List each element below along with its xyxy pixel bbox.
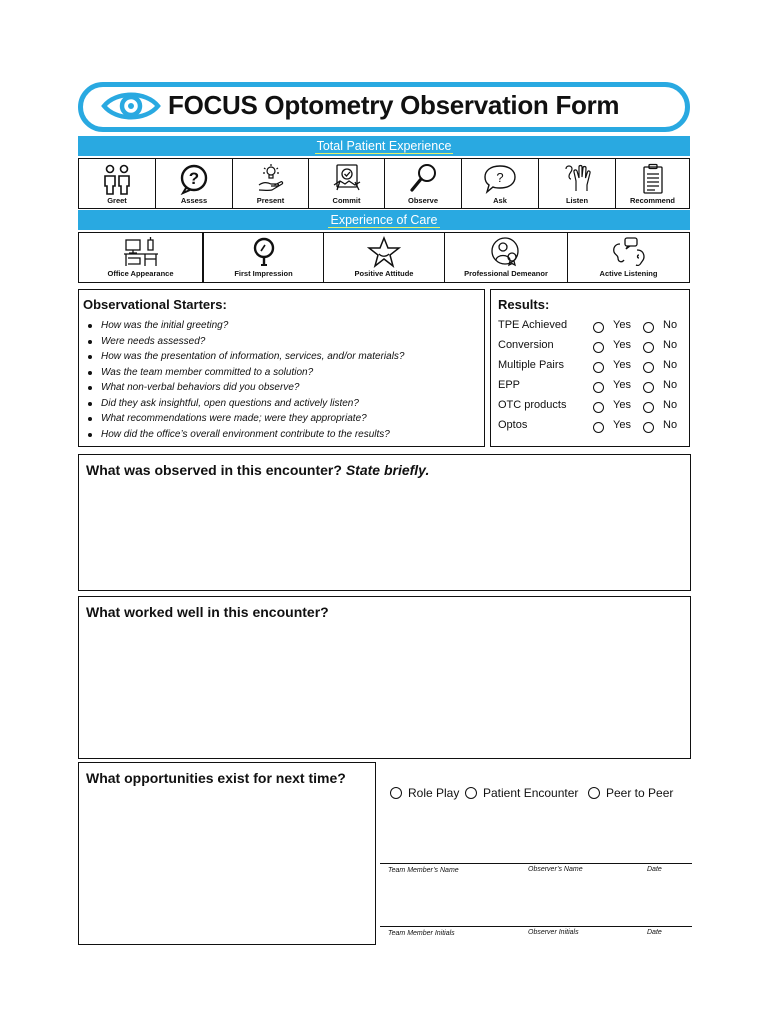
starters-list bbox=[88, 318, 404, 442]
tpe-label: Commit bbox=[332, 196, 361, 205]
no-label: No bbox=[663, 379, 678, 391]
starter-item: Were needs assessed? bbox=[88, 334, 404, 350]
team-member-initials-label: Team Member Initials bbox=[388, 930, 455, 937]
no-radio[interactable] bbox=[643, 322, 654, 333]
starter-item: How was the initial greeting? bbox=[88, 318, 404, 334]
hand-lightbulb-icon bbox=[256, 163, 286, 195]
svg-text:?: ? bbox=[188, 169, 200, 188]
yes-label: Yes bbox=[613, 359, 631, 371]
yes-radio[interactable] bbox=[593, 342, 604, 353]
section-title: Total Patient Experience bbox=[316, 139, 452, 153]
worked-well-textarea[interactable] bbox=[78, 596, 691, 759]
section-header-eoc bbox=[78, 210, 690, 230]
svg-text:?: ? bbox=[496, 170, 504, 185]
tpe-cell-ask bbox=[461, 158, 539, 209]
tpe-cell-observe bbox=[384, 158, 462, 209]
option-label: Role Play bbox=[408, 786, 460, 800]
no-radio[interactable] bbox=[643, 422, 654, 433]
yes-radio[interactable] bbox=[593, 362, 604, 373]
eoc-label: Office Appearance bbox=[107, 269, 174, 278]
date-label: Date bbox=[647, 929, 662, 936]
speaking-ear-icon bbox=[611, 236, 647, 268]
no-radio[interactable] bbox=[643, 342, 654, 353]
yes-radio[interactable] bbox=[593, 402, 604, 413]
yes-label: Yes bbox=[613, 319, 631, 331]
no-radio[interactable] bbox=[643, 362, 654, 373]
yes-radio[interactable] bbox=[593, 382, 604, 393]
option-peer-to-peer[interactable] bbox=[588, 785, 673, 800]
section-title: Experience of Care bbox=[330, 213, 438, 227]
opportunities-question: What opportunities exist for next time? bbox=[86, 770, 346, 786]
yes-radio[interactable] bbox=[593, 322, 604, 333]
no-radio[interactable] bbox=[643, 402, 654, 413]
eye-icon bbox=[100, 88, 162, 124]
radio-button[interactable] bbox=[588, 787, 600, 799]
tpe-label: Listen bbox=[565, 196, 589, 205]
no-label: No bbox=[663, 339, 678, 351]
no-label: No bbox=[663, 319, 678, 331]
radio-button[interactable] bbox=[390, 787, 402, 799]
eoc-cell-office-appearance bbox=[78, 232, 203, 283]
observed-question-emphasis: State briefly. bbox=[345, 462, 430, 478]
results-row-label: Optos bbox=[498, 419, 528, 431]
listening-hand-icon bbox=[562, 163, 592, 195]
question-circle-icon bbox=[179, 163, 209, 195]
tpe-cell-assess bbox=[155, 158, 233, 209]
form-title: FOCUS Optometry Observation Form bbox=[168, 90, 620, 120]
tpe-label: Observe bbox=[407, 196, 439, 205]
tpe-cell-present bbox=[232, 158, 309, 209]
tpe-cell-recommend bbox=[615, 158, 690, 209]
tpe-cell-greet bbox=[78, 158, 156, 209]
starters-title: Observational Starters: bbox=[83, 297, 227, 312]
starter-item: How did the office’s overall environment contribute to the results? bbox=[88, 427, 404, 443]
option-label: Patient Encounter bbox=[483, 786, 579, 800]
handshake-certificate-icon bbox=[332, 163, 362, 195]
starter-item: How was the presentation of information, services, and/or materials? bbox=[88, 349, 404, 365]
eoc-cell-active-listening bbox=[567, 232, 690, 283]
eoc-label: Active Listening bbox=[599, 269, 658, 278]
eoc-cell-professional-demeanor bbox=[444, 232, 568, 283]
tpe-label: Recommend bbox=[629, 196, 675, 205]
team-member-name-label: Team Member’s Name bbox=[388, 867, 459, 874]
starter-item: Was the team member committed to a solution? bbox=[88, 365, 404, 381]
observed-question-text: What was observed in this encounter? bbox=[86, 462, 346, 478]
person-award-icon bbox=[490, 236, 522, 268]
yes-label: Yes bbox=[613, 339, 631, 351]
option-label: Peer to Peer bbox=[606, 786, 674, 800]
results-row bbox=[498, 319, 688, 337]
starter-item: Did they ask insightful, open questions and actively listen? bbox=[88, 396, 404, 412]
results-row-label: TPE Achieved bbox=[498, 319, 568, 331]
no-label: No bbox=[663, 399, 678, 411]
section-header-tpe bbox=[78, 136, 690, 156]
eoc-cell-first-impression bbox=[203, 232, 324, 283]
tpe-cell-listen bbox=[538, 158, 616, 209]
results-row-label: EPP bbox=[498, 379, 521, 391]
option-role-play[interactable] bbox=[390, 785, 459, 800]
eoc-label: First Impression bbox=[234, 269, 293, 278]
results-row bbox=[498, 359, 688, 377]
eoc-label: Positive Attitude bbox=[354, 269, 414, 278]
option-patient-encounter[interactable] bbox=[465, 785, 578, 800]
signature-line-names[interactable] bbox=[380, 863, 692, 864]
signature-line-initials[interactable] bbox=[380, 926, 692, 927]
two-people-icon bbox=[102, 163, 132, 195]
magnifier-icon bbox=[408, 163, 438, 195]
results-row bbox=[498, 339, 688, 357]
tpe-label: Greet bbox=[107, 196, 127, 205]
question-bubble-icon bbox=[483, 163, 517, 195]
results-row bbox=[498, 419, 688, 437]
office-desk-icon bbox=[123, 236, 159, 268]
tpe-label: Ask bbox=[493, 196, 507, 205]
radio-button[interactable] bbox=[465, 787, 477, 799]
observed-question bbox=[86, 462, 429, 478]
tpe-label: Assess bbox=[180, 196, 208, 205]
no-label: No bbox=[663, 419, 678, 431]
yes-radio[interactable] bbox=[593, 422, 604, 433]
yes-label: Yes bbox=[613, 419, 631, 431]
yes-label: Yes bbox=[613, 379, 631, 391]
star-icon bbox=[367, 236, 401, 268]
lightbulb-icon bbox=[249, 236, 279, 268]
starter-item: What non-verbal behaviors did you observe? bbox=[88, 380, 404, 396]
observer-initials-label: Observer Initials bbox=[528, 929, 579, 936]
clipboard-list-icon bbox=[638, 163, 668, 195]
results-title: Results: bbox=[498, 297, 550, 312]
tpe-label: Present bbox=[256, 196, 285, 205]
no-radio[interactable] bbox=[643, 382, 654, 393]
date-label: Date bbox=[647, 866, 662, 873]
opportunities-textarea[interactable] bbox=[78, 762, 376, 945]
results-row-label: Multiple Pairs bbox=[498, 359, 565, 371]
observer-name-label: Observer’s Name bbox=[528, 866, 583, 873]
eoc-label: Professional Demeanor bbox=[464, 269, 548, 278]
results-row bbox=[498, 379, 688, 397]
yes-label: Yes bbox=[613, 399, 631, 411]
results-row bbox=[498, 399, 688, 417]
starter-item: What recommendations were made; were they appropriate? bbox=[88, 411, 404, 427]
eoc-cell-positive-attitude bbox=[323, 232, 445, 283]
tpe-cell-commit bbox=[308, 158, 385, 209]
results-row-label: Conversion bbox=[498, 339, 554, 351]
worked-well-question: What worked well in this encounter? bbox=[86, 604, 329, 620]
results-row-label: OTC products bbox=[498, 399, 567, 411]
no-label: No bbox=[663, 359, 678, 371]
